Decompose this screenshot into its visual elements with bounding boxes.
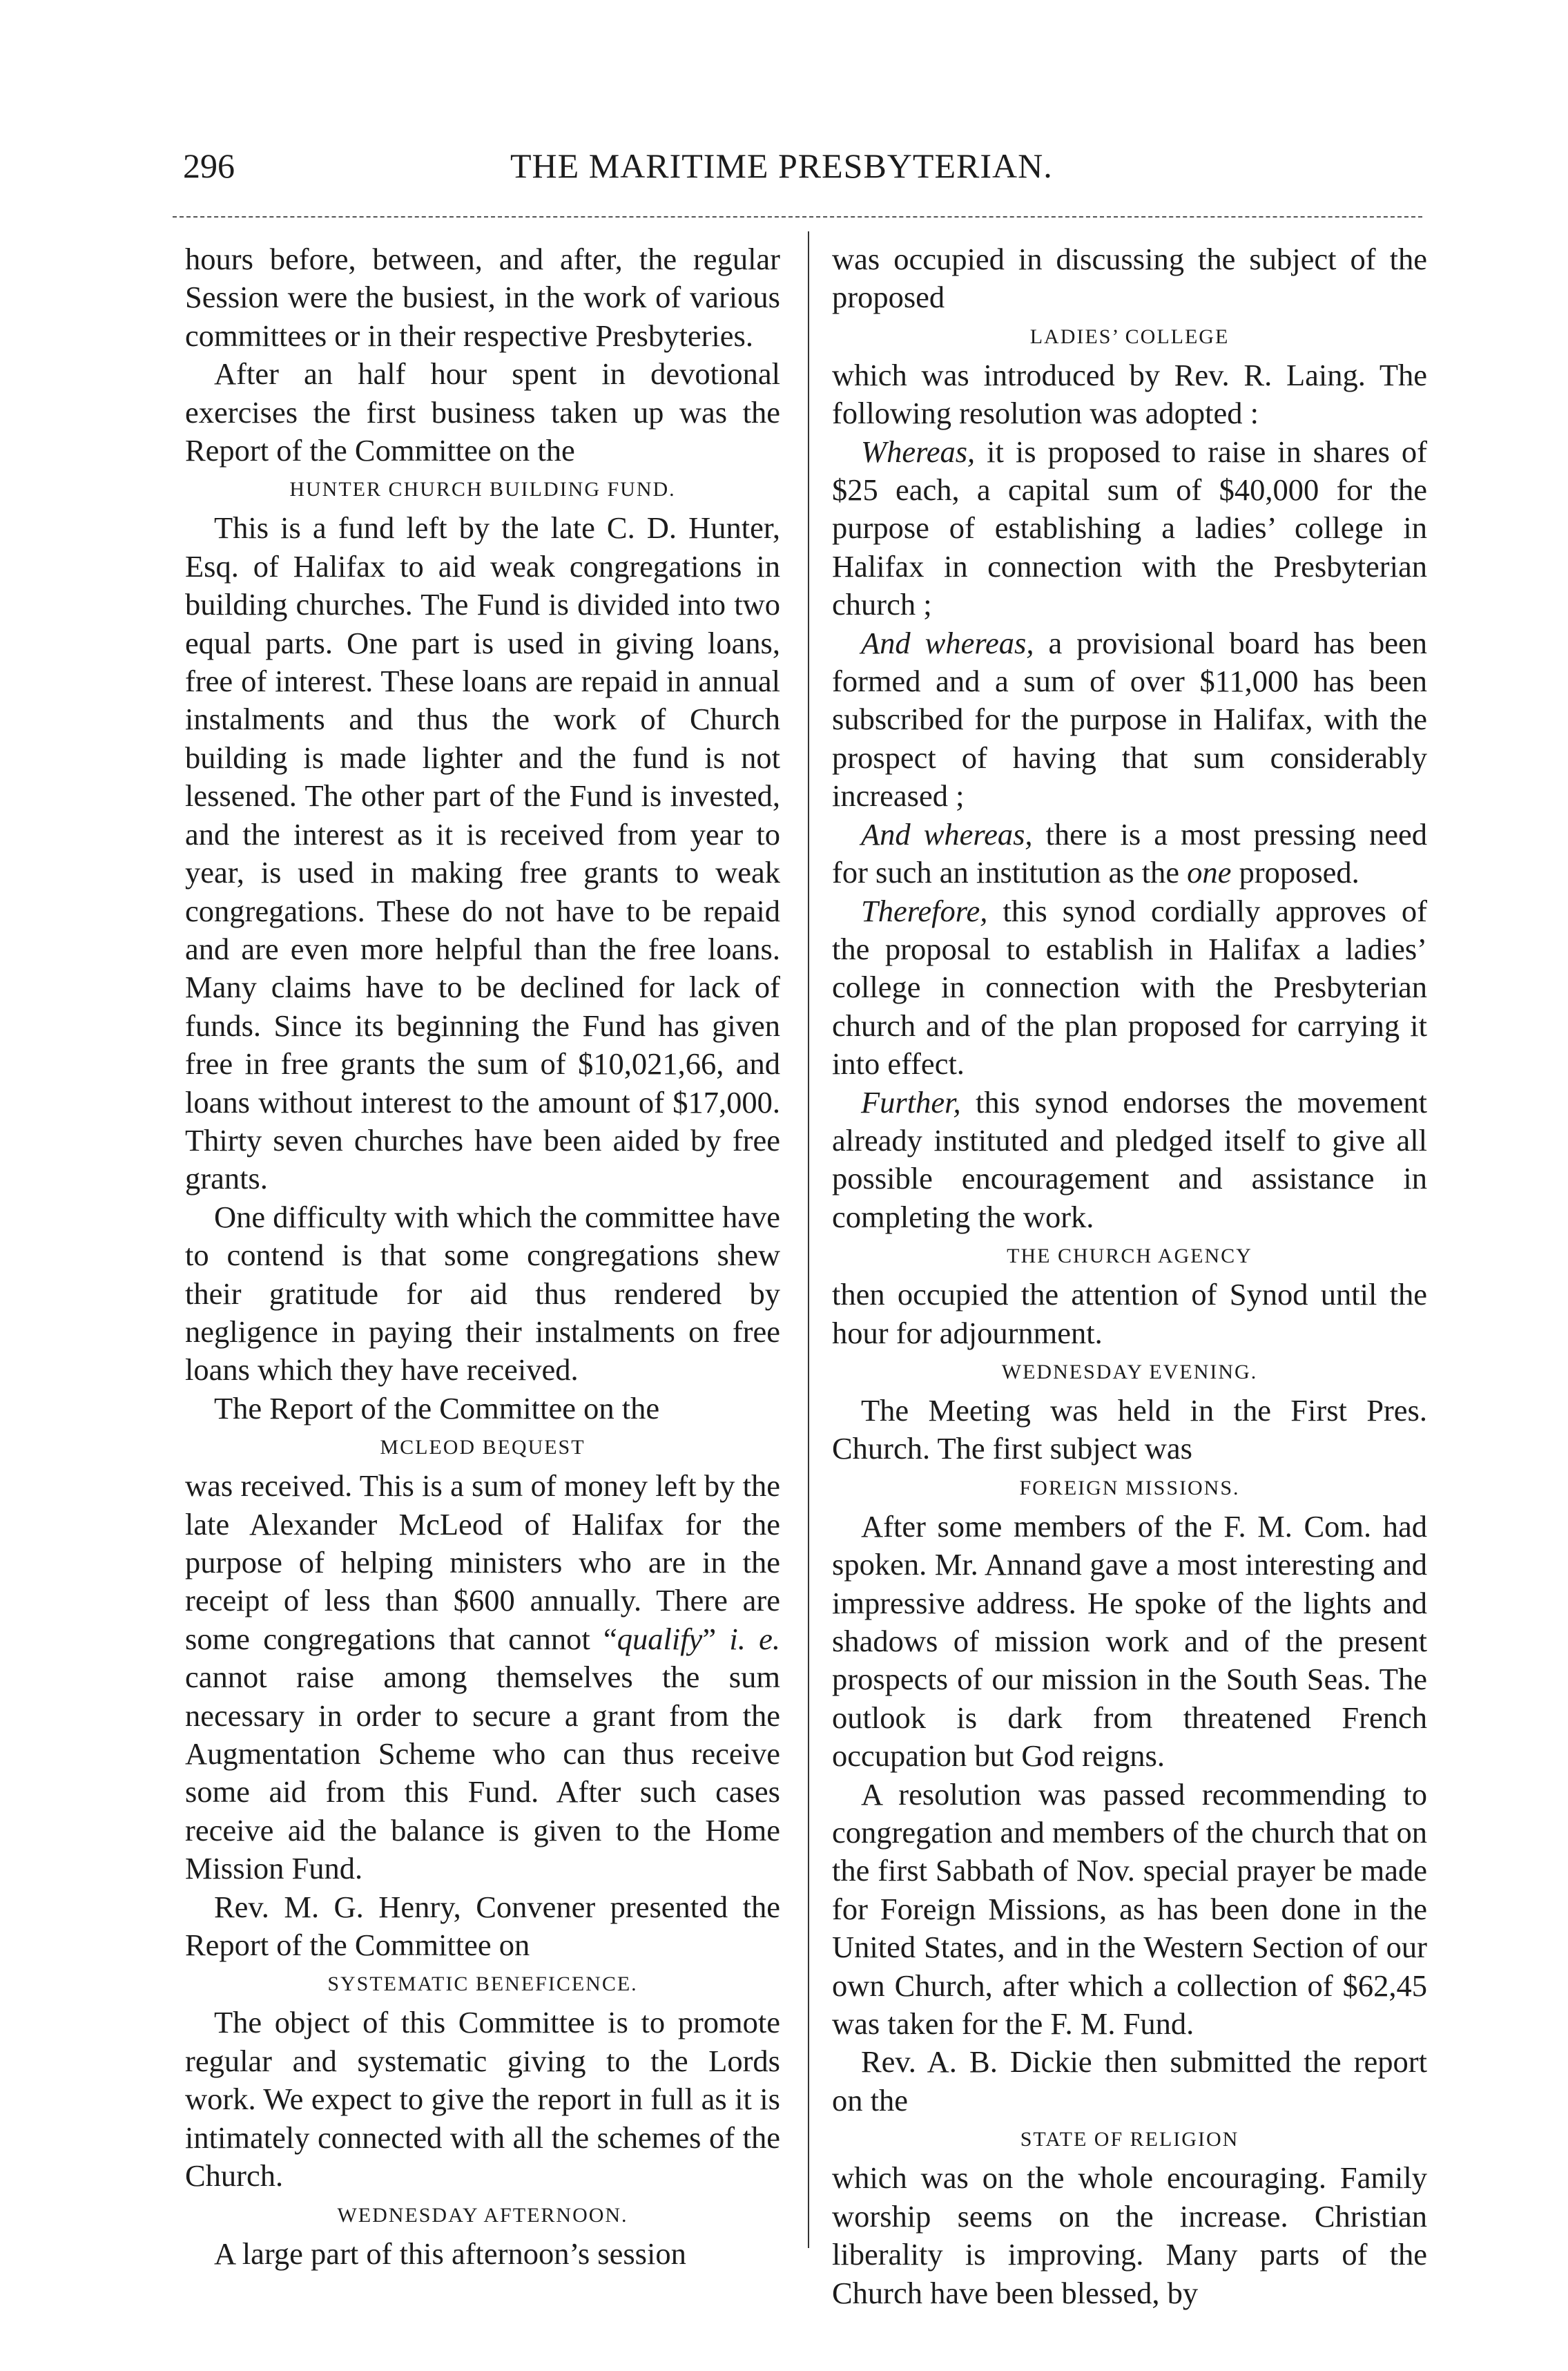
running-title: THE MARITIME PRESBYTERIAN. xyxy=(510,146,1053,185)
paragraph xyxy=(832,1084,1427,1237)
paragraph: One difficulty with which the committee have to contend is that some congregations shew their gratitude for aid thus rendered by negligence in paying their instalments on free loans which they have received. xyxy=(185,1199,780,1388)
section-heading: LADIES’ COLLEGE xyxy=(1029,325,1230,348)
section-heading: WEDNESDAY AFTERNOON. xyxy=(337,2203,628,2227)
italic-text: And whereas, xyxy=(861,816,1033,852)
paragraph xyxy=(185,1467,780,1888)
column-divider xyxy=(808,231,809,2248)
paragraph xyxy=(832,816,1427,892)
text-run: a provisional board has been formed and a sum of over $11,000 has been subscribed for the purpose in Halifax, with the prospect of having that sum considerably increased ; xyxy=(832,625,1427,814)
paragraph: which was on the whole encouraging. Family worship seems on the increase. Christian liberality is improving. Many parts of the Church have been blessed, by xyxy=(832,2160,1427,2310)
paragraph: Rev. M. G. Henry, Convener presented the Report of the Committee on xyxy=(185,1889,780,1963)
paragraph: hours before, between, and after, the regular Session were the busiest, in the work of various committees or in their respective Presbyteries. xyxy=(185,242,780,353)
paragraph: The Report of the Committee on the xyxy=(214,1390,660,1426)
paragraph: which was introduced by Rev. R. Laing. The following resolution was adopted : xyxy=(832,357,1427,431)
text-run: proposed. xyxy=(1231,855,1359,890)
paragraph xyxy=(832,624,1427,816)
paragraph: After some members of the F. M. Com. had spoken. Mr. Annand gave a most interesting and impressive address. He spoke of the lights and shadows of mission work and of the present prospects of our mission in the South Seas. The outlook is dark from threatened French occupation but God reigns. xyxy=(832,1508,1427,1774)
left-column xyxy=(185,240,780,2273)
section-heading: MCLEOD BEQUEST xyxy=(380,1436,585,1459)
text-run: this synod endorses the movement already instituted and pledged itself to give all possible encouragement and assistance in completing the work. xyxy=(832,1084,1427,1234)
header-rule xyxy=(173,216,1422,218)
italic-text: Therefore, xyxy=(861,893,988,928)
paragraph xyxy=(832,892,1427,1084)
text-run: was received. This is a sum of money left by the late Alexander McLeod of Halifax for the purpose of helping ministers who are in the receipt of less than $600 annually. There are some congregations that cannot “ xyxy=(185,1468,780,1656)
section-heading: FOREIGN MISSIONS. xyxy=(1019,1476,1240,1499)
italic-text: Further, xyxy=(861,1084,961,1120)
section-heading: WEDNESDAY EVENING. xyxy=(1001,1360,1258,1383)
paragraph xyxy=(832,433,1427,624)
paragraph: A resolution was passed recommending to congregation and members of the church that on the first Sabbath of Nov. special prayer be made for Foreign Missions, as has been done in the United States, and in the Western Section of our own Church, after which a collection of $62,45 was taken for the F. M. Fund. xyxy=(832,1776,1427,2042)
paragraph: then occupied the attention of Synod until the hour for adjournment. xyxy=(832,1277,1427,1350)
italic-text: Whereas, xyxy=(861,434,976,469)
paragraph: After an half hour spent in devotional exercises the first business taken up was the Report of the Committee on the xyxy=(185,356,780,468)
text-run: it is proposed to raise in shares of $25 each, a capital sum of $40,000 for the purpose of establishing a ladies’ college in Halifax in connection with the Presbyterian church ; xyxy=(832,434,1427,622)
paragraph: The Meeting was held in the First Pres. Church. The first subject was xyxy=(832,1392,1427,1466)
paragraph: A large part of this afternoon’s session xyxy=(214,2236,686,2271)
text-run: cannot raise among themselves the sum necessary in order to secure a grant from the Augmentation Scheme who can thus receive some aid from this Fund. After such cases receive aid the balance is given to the Home Mission Fund. xyxy=(185,1660,780,1886)
italic-text: qualify xyxy=(617,1621,703,1656)
text-run: ” xyxy=(702,1621,730,1656)
page-number: 296 xyxy=(183,146,235,185)
section-heading: THE CHURCH AGENCY xyxy=(1007,1245,1252,1268)
paragraph: This is a fund left by the late C. D. Hunter, Esq. of Halifax to aid weak congregations in building churches. The Fund is divided into two equal parts. One part is used in giving loans, free of interest. These loans are repaid in annual instalments and thus the work of Church building is made lighter and the fund is not lessened. The other part of the Fund is invested, and the interest as it is received from year to year, is used in making free grants to weak congregations. These do not have to be repaid and are even more helpful than the free loans. Many claims have to be declined for lack of funds. Since its beginning the Fund has given free in free grants the sum of $10,021,66, and loans without interest to the amount of $17,000. Thirty seven churches have been aided by free grants. xyxy=(185,510,780,1196)
italic-text: i. e. xyxy=(729,1621,780,1656)
paragraph: Rev. A. B. Dickie then submitted the report on the xyxy=(832,2044,1427,2118)
text-run: there is a most pressing need for such an institution as the xyxy=(832,816,1427,890)
right-column xyxy=(832,240,1427,2312)
paragraph: The object of this Committee is to promote regular and systematic giving to the Lords work. We expect to give the report in full as it is intimately connected with all the schemes of the Church. xyxy=(185,2005,780,2194)
section-heading: STATE OF RELIGION xyxy=(1020,2128,1239,2151)
italic-text: one xyxy=(1187,855,1232,890)
page-header xyxy=(183,138,1433,193)
paragraph: was occupied in discussing the subject of the proposed xyxy=(832,242,1427,315)
italic-text: And whereas, xyxy=(861,625,1034,660)
section-heading: HUNTER CHURCH BUILDING FUND. xyxy=(289,478,676,501)
section-heading: SYSTEMATIC BENEFICENCE. xyxy=(327,1972,638,1996)
text-run: this synod cordially approves of the proposal to establish in Halifax a ladies’ college in connection with the Presbyterian church and of the plan proposed for carrying it into effect. xyxy=(832,893,1427,1082)
